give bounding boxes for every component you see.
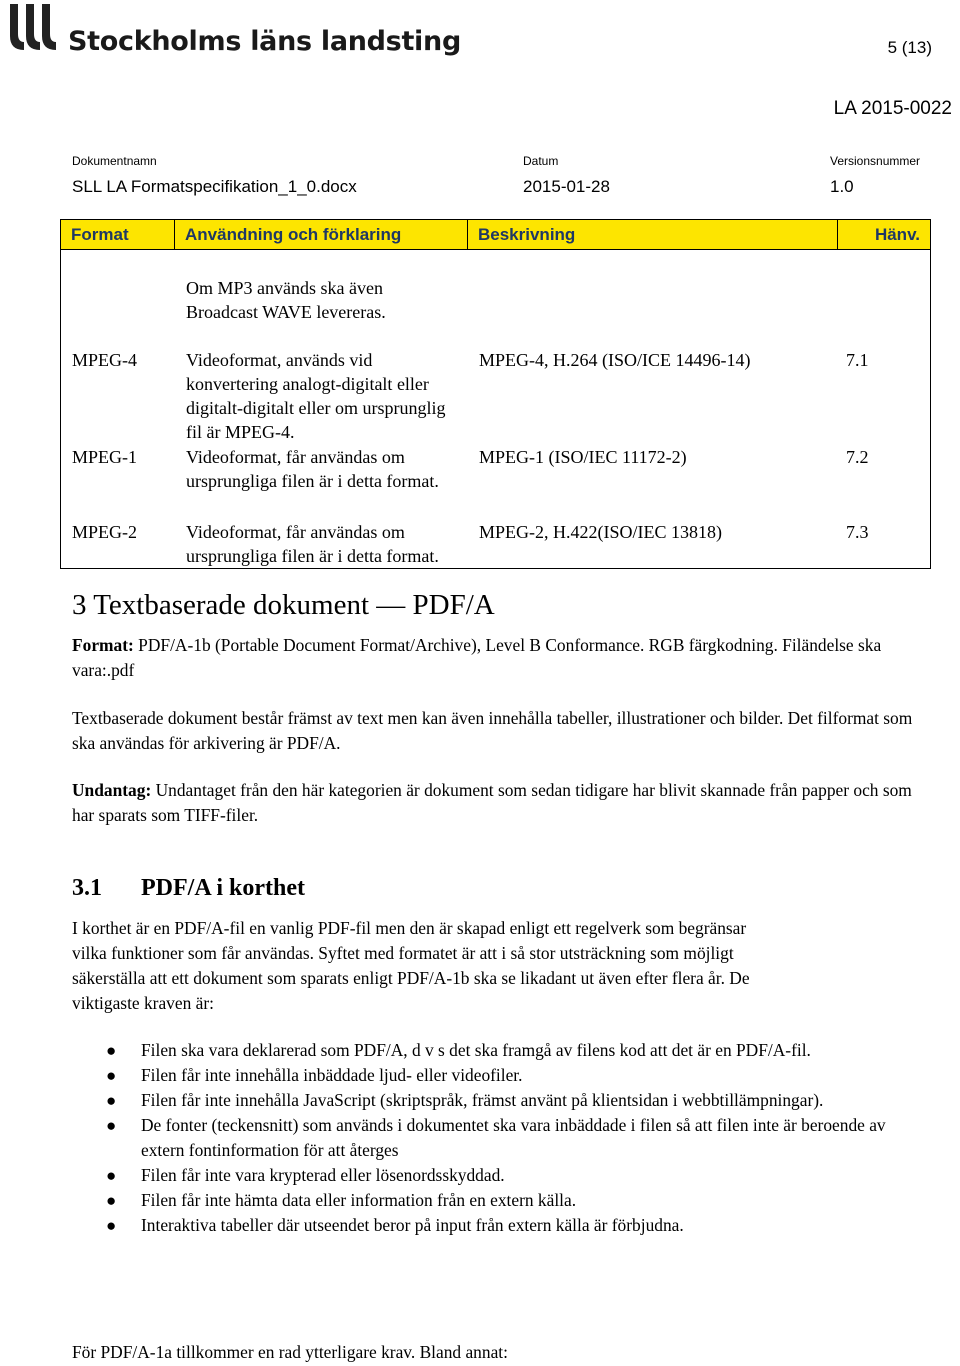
list-item-text: Filen får inte hämta data eller information från en extern källa.	[141, 1190, 577, 1210]
list-item-text: Filen får inte vara krypterad eller lösenordsskyddad.	[141, 1165, 505, 1185]
exception-label: Undantag:	[72, 780, 152, 800]
table-cell-format: MPEG-4	[72, 350, 138, 370]
list-item	[72, 1063, 932, 1088]
meta-label-version: Versionsnummer	[830, 154, 921, 168]
format-label: Format:	[72, 635, 134, 655]
format-text: PDF/A-1b (Portable Document Format/Archive), Level B Conformance. RGB färgkodning. Filändelse ska vara:.pdf	[72, 635, 882, 680]
column-header-format: Format	[61, 220, 175, 250]
table-cell-format: MPEG-2	[72, 522, 138, 542]
list-item-text: Filen får inte innehålla JavaScript (skriptspråk, främst använt på klientsidan i webbtillämpningar).	[141, 1090, 824, 1110]
table-cell-description: MPEG-2, H.422(ISO/IEC 13818)	[479, 522, 722, 542]
table-header-row	[61, 220, 931, 250]
list-item-text: Filen får inte innehålla inbäddade ljud- eller videofiler.	[141, 1065, 523, 1085]
bullet-icon: ●	[106, 1216, 117, 1235]
list-item-text: Interaktiva tabeller där utseendet beror på input från extern källa är förbjudna.	[141, 1215, 684, 1235]
bullet-icon: ●	[106, 1041, 117, 1060]
meta-value-document-name: SLL LA Formatspecifikation_1_0.docx	[72, 177, 357, 196]
document-id: LA 2015-0022	[833, 98, 952, 119]
bullet-icon: ●	[106, 1191, 117, 1210]
format-paragraph	[72, 633, 932, 683]
list-item	[72, 1038, 932, 1063]
table-cell-description: MPEG-1 (ISO/IEC 11172-2)	[479, 447, 687, 467]
list-item	[72, 1113, 932, 1163]
table-cell-description: MPEG-4, H.264 (ISO/ICE 14496-14)	[479, 350, 751, 370]
exception-text: Undantaget från den här kategorien är dokument som sedan tidigare har blivit skannade från papper och som har sparats som TIFF-filer.	[72, 780, 912, 825]
table-cell-reference: 7.1	[846, 350, 869, 370]
meta-value-date: 2015-01-28	[523, 177, 610, 196]
list-item-text: De fonter (teckensnitt) som används i dokumentet ska vara inbäddade i filen så att filen inte är beroende av extern fontinformation för att återges	[141, 1115, 886, 1160]
column-header-usage: Användning och förklaring	[175, 220, 468, 250]
list-item-text: Filen ska vara deklarerad som PDF/A, d v s det ska framgå av filens kod att det är en PDF/A-fil.	[141, 1040, 811, 1060]
organization-name: Stockholms läns landsting	[68, 26, 461, 57]
list-item	[72, 1088, 932, 1113]
body-paragraph: Textbaserade dokument består främst av text men kan även innehålla tabeller, illustrationer och bilder. Det filformat som ska användas för arkivering är PDF/A.	[72, 708, 913, 753]
organization-logo	[4, 2, 461, 62]
table-leading-text: Om MP3 används ska även Broadcast WAVE levereras.	[186, 278, 386, 322]
bullet-icon: ●	[106, 1091, 117, 1110]
list-item	[72, 1163, 932, 1188]
subsection-paragraph: I korthet är en PDF/A-fil en vanlig PDF-fil men den är skapad enligt ett regelverk som begränsar vilka funktioner som får användas. Syftet med formatet är att i så stor utsträckning som möjligt säkerställa att ett dokument som sparats enligt PDF/A-1b ska se likadant ut även efter flera år. De viktigaste kraven är:	[72, 918, 750, 1013]
table-cell-format: MPEG-1	[72, 447, 138, 467]
page-number: 5 (13)	[887, 38, 932, 57]
column-header-reference: Hänv.	[838, 220, 931, 250]
table-cell-usage: Videoformat, används vid konvertering analogt-digitalt eller digitalt-digitalt eller om ursprunglig fil är MPEG-4.	[186, 350, 446, 442]
sll-logo-icon	[4, 2, 58, 58]
section-heading: 3 Textbaserade dokument — PDF/A	[72, 589, 495, 621]
bullet-icon: ●	[106, 1116, 117, 1135]
format-table	[60, 219, 931, 569]
list-item	[72, 1188, 932, 1213]
table-cell-reference: 7.2	[846, 447, 869, 467]
subsection-number: 3.1	[72, 875, 102, 901]
bullet-icon: ●	[106, 1166, 117, 1185]
column-header-description: Beskrivning	[468, 220, 838, 250]
subsection-title: PDF/A i korthet	[141, 875, 305, 901]
table-cell-usage: Videoformat, får användas om ursprungliga filen är i detta format.	[186, 447, 439, 491]
requirements-list	[72, 1038, 932, 1238]
meta-value-version: 1.0	[830, 177, 854, 196]
footer-paragraph: För PDF/A-1a tillkommer en rad ytterligare krav. Bland annat:	[72, 1342, 508, 1362]
exception-paragraph	[72, 778, 932, 828]
list-item	[72, 1213, 932, 1238]
bullet-icon: ●	[106, 1066, 117, 1085]
table-cell-reference: 7.3	[846, 522, 869, 542]
table-cell-usage: Videoformat, får användas om ursprungliga filen är i detta format.	[186, 522, 439, 566]
table-body-row	[61, 250, 931, 569]
table-body	[61, 250, 931, 569]
meta-label-document-name: Dokumentnamn	[72, 154, 157, 168]
meta-label-date: Datum	[523, 154, 559, 168]
